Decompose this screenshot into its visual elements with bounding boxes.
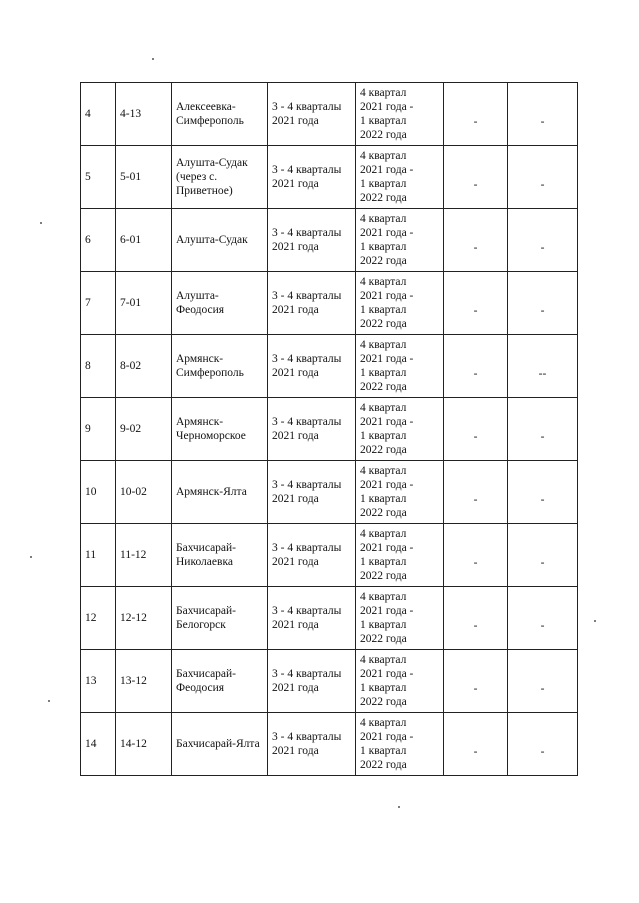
route-code: 8-02 bbox=[116, 335, 172, 398]
route-code: 14-12 bbox=[116, 713, 172, 776]
period-end: 4 квартал 2021 года - 1 квартал 2022 года bbox=[356, 272, 444, 335]
route-code: 6-01 bbox=[116, 209, 172, 272]
column-6-value: - bbox=[444, 713, 508, 776]
row-number: 12 bbox=[81, 587, 116, 650]
scan-speck bbox=[30, 556, 32, 558]
scan-speck bbox=[48, 700, 50, 702]
route-code: 13-12 bbox=[116, 650, 172, 713]
period-start: 3 - 4 кварталы 2021 года bbox=[268, 209, 356, 272]
column-7-value: - bbox=[508, 209, 578, 272]
route-code: 11-12 bbox=[116, 524, 172, 587]
period-end: 4 квартал 2021 года - 1 квартал 2022 года bbox=[356, 713, 444, 776]
route-name: Алексеевка- Симферополь bbox=[172, 83, 268, 146]
row-number: 7 bbox=[81, 272, 116, 335]
route-name: Бахчисарай- Феодосия bbox=[172, 650, 268, 713]
period-end: 4 квартал 2021 года - 1 квартал 2022 года bbox=[356, 524, 444, 587]
route-code: 4-13 bbox=[116, 83, 172, 146]
period-end: 4 квартал 2021 года - 1 квартал 2022 года bbox=[356, 83, 444, 146]
period-end: 4 квартал 2021 года - 1 квартал 2022 года bbox=[356, 398, 444, 461]
route-name: Бахчисарай- Белогорск bbox=[172, 587, 268, 650]
period-end: 4 квартал 2021 года - 1 квартал 2022 года bbox=[356, 335, 444, 398]
column-6-value: - bbox=[444, 335, 508, 398]
table-row bbox=[81, 587, 578, 650]
period-start: 3 - 4 кварталы 2021 года bbox=[268, 272, 356, 335]
column-7-value: -- bbox=[508, 335, 578, 398]
period-end: 4 квартал 2021 года - 1 квартал 2022 года bbox=[356, 587, 444, 650]
row-number: 9 bbox=[81, 398, 116, 461]
period-start: 3 - 4 кварталы 2021 года bbox=[268, 587, 356, 650]
scan-speck bbox=[594, 620, 596, 622]
row-number: 11 bbox=[81, 524, 116, 587]
table-row bbox=[81, 146, 578, 209]
route-code: 5-01 bbox=[116, 146, 172, 209]
route-code: 10-02 bbox=[116, 461, 172, 524]
route-code: 9-02 bbox=[116, 398, 172, 461]
route-name: Армянск- Симферополь bbox=[172, 335, 268, 398]
table-row bbox=[81, 398, 578, 461]
route-name: Бахчисарай-Ялта bbox=[172, 713, 268, 776]
route-name: Алушта-Судак (через с. Приветное) bbox=[172, 146, 268, 209]
scan-speck bbox=[152, 58, 154, 60]
column-6-value: - bbox=[444, 650, 508, 713]
table-row bbox=[81, 524, 578, 587]
period-start: 3 - 4 кварталы 2021 года bbox=[268, 335, 356, 398]
route-name: Алушта-Судак bbox=[172, 209, 268, 272]
table-row bbox=[81, 272, 578, 335]
period-start: 3 - 4 кварталы 2021 года bbox=[268, 398, 356, 461]
route-code: 7-01 bbox=[116, 272, 172, 335]
column-6-value: - bbox=[444, 461, 508, 524]
column-7-value: - bbox=[508, 83, 578, 146]
column-7-value: - bbox=[508, 272, 578, 335]
table-row bbox=[81, 209, 578, 272]
column-6-value: - bbox=[444, 209, 508, 272]
period-start: 3 - 4 кварталы 2021 года bbox=[268, 146, 356, 209]
column-6-value: - bbox=[444, 587, 508, 650]
column-7-value: - bbox=[508, 524, 578, 587]
column-6-value: - bbox=[444, 524, 508, 587]
column-7-value: - bbox=[508, 461, 578, 524]
period-start: 3 - 4 кварталы 2021 года bbox=[268, 83, 356, 146]
route-code: 12-12 bbox=[116, 587, 172, 650]
period-start: 3 - 4 кварталы 2021 года bbox=[268, 461, 356, 524]
column-6-value: - bbox=[444, 83, 508, 146]
row-number: 8 bbox=[81, 335, 116, 398]
route-name: Армянск-Ялта bbox=[172, 461, 268, 524]
period-end: 4 квартал 2021 года - 1 квартал 2022 года bbox=[356, 146, 444, 209]
row-number: 5 bbox=[81, 146, 116, 209]
column-6-value: - bbox=[444, 398, 508, 461]
period-start: 3 - 4 кварталы 2021 года bbox=[268, 524, 356, 587]
period-start: 3 - 4 кварталы 2021 года bbox=[268, 713, 356, 776]
scan-speck bbox=[40, 222, 42, 224]
route-name: Бахчисарай- Николаевка bbox=[172, 524, 268, 587]
column-7-value: - bbox=[508, 587, 578, 650]
row-number: 14 bbox=[81, 713, 116, 776]
route-name: Армянск- Черноморское bbox=[172, 398, 268, 461]
column-7-value: - bbox=[508, 146, 578, 209]
scan-speck bbox=[398, 806, 400, 808]
period-end: 4 квартал 2021 года - 1 квартал 2022 года bbox=[356, 461, 444, 524]
table-row bbox=[81, 335, 578, 398]
column-6-value: - bbox=[444, 272, 508, 335]
route-name: Алушта- Феодосия bbox=[172, 272, 268, 335]
row-number: 10 bbox=[81, 461, 116, 524]
row-number: 4 bbox=[81, 83, 116, 146]
column-7-value: - bbox=[508, 398, 578, 461]
routes-table bbox=[80, 82, 578, 776]
table-row bbox=[81, 650, 578, 713]
period-start: 3 - 4 кварталы 2021 года bbox=[268, 650, 356, 713]
period-end: 4 квартал 2021 года - 1 квартал 2022 года bbox=[356, 650, 444, 713]
column-6-value: - bbox=[444, 146, 508, 209]
table-row bbox=[81, 83, 578, 146]
period-end: 4 квартал 2021 года - 1 квартал 2022 года bbox=[356, 209, 444, 272]
table-row bbox=[81, 461, 578, 524]
column-7-value: - bbox=[508, 713, 578, 776]
column-7-value: - bbox=[508, 650, 578, 713]
row-number: 6 bbox=[81, 209, 116, 272]
table-row bbox=[81, 713, 578, 776]
row-number: 13 bbox=[81, 650, 116, 713]
